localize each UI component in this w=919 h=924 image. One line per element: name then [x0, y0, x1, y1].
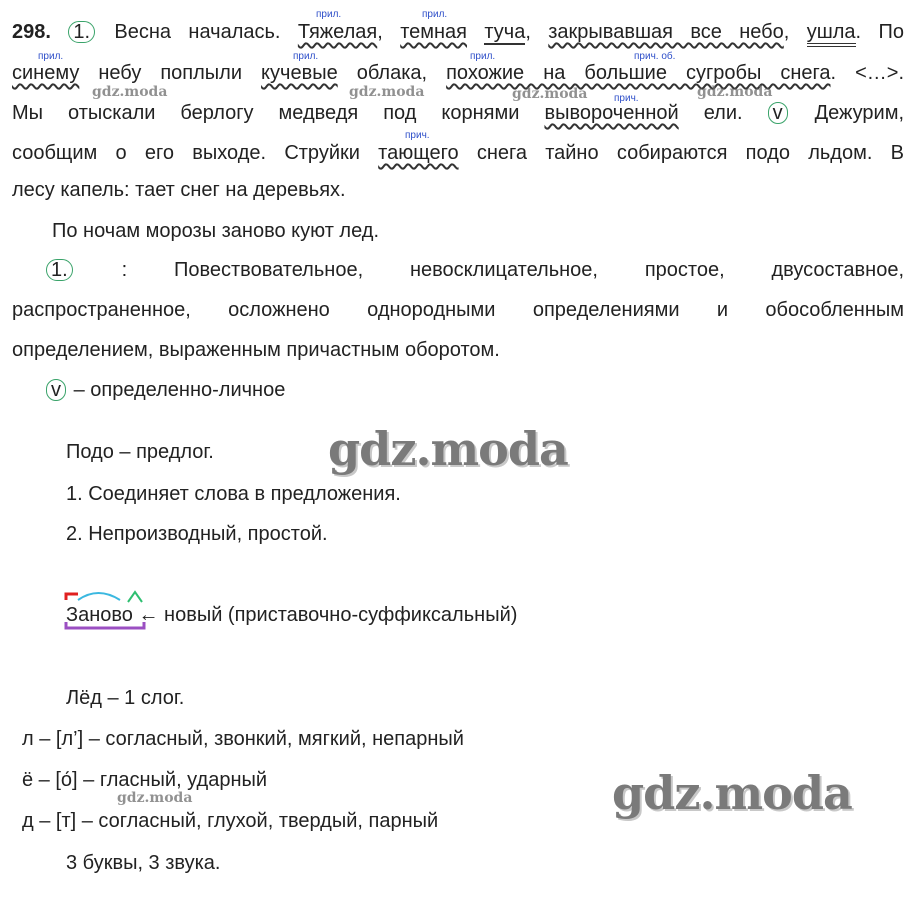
analysis-line-1 [46, 258, 904, 282]
task-number: 298. [12, 21, 51, 43]
note-part-1: прич. [614, 93, 639, 104]
sentence-marker-1b: 1. [46, 259, 73, 281]
word-participle-phrase: закрывавшая все небо [548, 21, 784, 43]
text-fragment: облака, [356, 62, 428, 84]
suffix-mark [128, 592, 142, 602]
analysis-line-4 [46, 378, 285, 402]
morph-line-3: 2. Непроизводный, простой. [66, 523, 328, 545]
watermark-small: gdz.moda [512, 86, 588, 102]
text-fragment: Повествовательное, невосклицательное, простое, двусоставное, [174, 259, 905, 281]
morph-line-2: 1. Соединяет слова в предложения. [66, 483, 401, 505]
watermark-small: gdz.moda [92, 84, 168, 100]
word-adjective-phrase: похожие на большие сугробы снега [446, 62, 831, 84]
phonetic-line-1: Лёд – 1 слог. [66, 687, 185, 709]
text-fragment: . По [855, 21, 904, 43]
analysis-line-3: определением, выраженным причастным оборотом. [12, 339, 500, 361]
text-fragment: снега тайно собираются подо льдом. В [476, 142, 904, 164]
note-part-phrase: прич. об. [634, 51, 676, 62]
word-participle: тающего [378, 142, 459, 164]
text-fragment: – определенно-личное [73, 379, 286, 401]
sentence-marker-v: v [768, 102, 788, 124]
text-line-1: 298. 1. Весна началась. Тяжелая, темная туча, закрывавшая все небо, ушла. По [12, 20, 904, 44]
phonetic-line-4: д – [т] – согласный, глухой, твердый, парный [22, 810, 439, 832]
word-formation-line [66, 603, 517, 627]
word-adjective: синему [12, 62, 80, 84]
word-subject: туча [484, 21, 526, 43]
phonetic-line-3: ё – [о́] – гласный, ударный [22, 769, 268, 791]
text-fragment: ели. [703, 102, 743, 124]
note-adj-2: прил. [422, 9, 448, 20]
watermark-small: gdz.moda [349, 84, 425, 100]
word-participle: вывороченной [544, 102, 679, 124]
text-fragment: Дежурим, [814, 102, 905, 124]
text-fragment: Весна началась. [114, 21, 281, 43]
word-formation-word: Заново [66, 604, 133, 626]
text-line-2 [12, 61, 904, 85]
note-adj-5: прил. [470, 51, 496, 62]
word-formation-rest: ← новый (приставочно-суффиксальный) [138, 604, 518, 626]
text-line-4 [12, 141, 904, 165]
word-adjective: Тяжелая [297, 21, 378, 43]
text-fragment: небу поплыли [98, 62, 243, 84]
analysis-line-2: распространенное, осложнено однородными определениями и обособленным [12, 299, 904, 321]
phonetic-line-5: 3 буквы, 3 звука. [66, 852, 221, 874]
text-fragment: Мы отыскали берлогу медведя под корнями [12, 102, 520, 124]
note-adj-1: прил. [316, 9, 342, 20]
watermark-big: gdz.moda [612, 766, 852, 820]
text-line-6: По ночам морозы заново куют лед. [52, 220, 380, 242]
phonetic-line-2: л – [л’] – согласный, звонкий, мягкий, непарный [22, 728, 464, 750]
watermark-small: gdz.moda [697, 84, 773, 100]
watermark-big: gdz.moda [328, 422, 568, 476]
text-fragment: : [121, 259, 128, 281]
text-fragment: . <…>. [830, 62, 905, 84]
morph-line-1: Подо – предлог. [66, 441, 214, 463]
word-adjective: темная [400, 21, 467, 43]
text-fragment: сообщим о его выходе. Струйки [12, 142, 360, 164]
word-adjective: кучевые [261, 62, 338, 84]
note-part-2: прич. [405, 130, 430, 141]
text-line-5: лесу капель: тает снег на деревьях. [12, 179, 346, 201]
text-line-3 [12, 101, 904, 125]
prefix-mark [66, 594, 78, 600]
word-predicate: ушла [807, 21, 856, 47]
watermark-small: gdz.moda [117, 790, 193, 806]
sentence-marker-1: 1. [68, 21, 95, 43]
note-adj-4: прил. [293, 51, 319, 62]
root-mark [78, 593, 120, 600]
sentence-marker-v2: v [46, 379, 66, 401]
note-adj-3: прил. [38, 51, 64, 62]
